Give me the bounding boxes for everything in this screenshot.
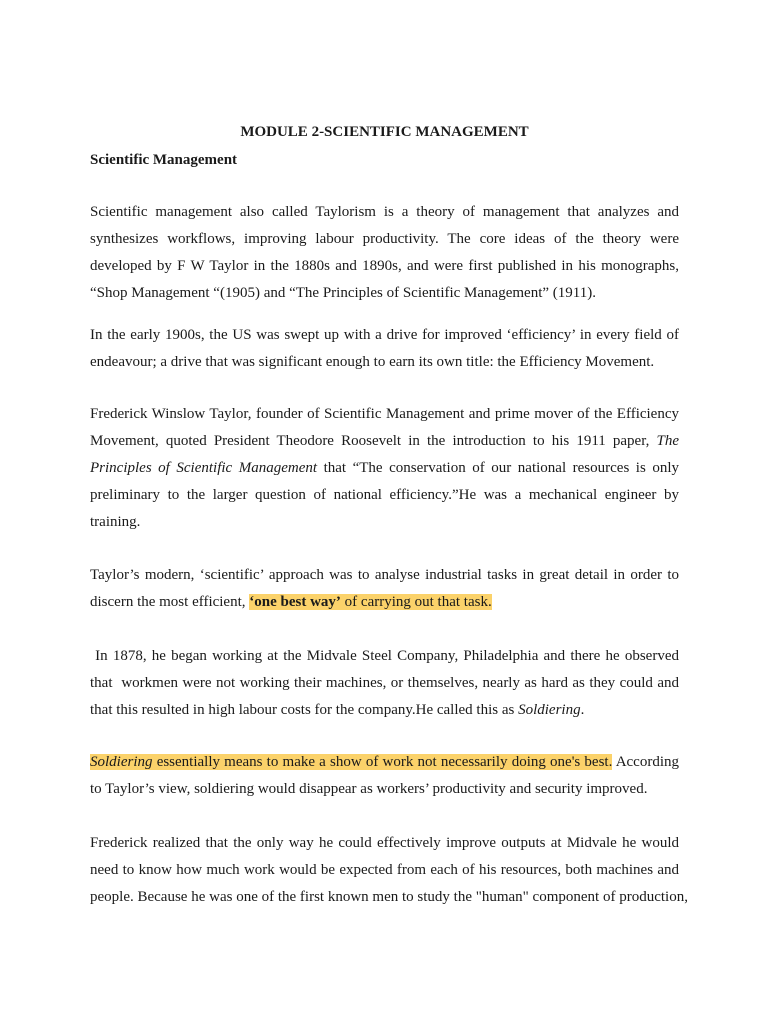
paragraph-efficiency-movement xyxy=(90,322,679,376)
text-segment: . xyxy=(580,702,585,718)
text-line xyxy=(90,749,679,776)
text-segment: discern the most efficient, xyxy=(90,594,246,610)
paragraph-midvale xyxy=(90,643,679,724)
paragraph-frederick-taylor xyxy=(90,401,679,536)
italic-term: Soldiering xyxy=(90,754,153,770)
text-line xyxy=(90,428,679,455)
text-line: Taylor’s modern, ‘scientific’ approach was to analyse industrial tasks in great detail in order to xyxy=(90,567,679,583)
text-line: to Taylor’s view, soldiering would disappear as workers’ productivity and security improved. xyxy=(90,781,648,797)
text-line: training. xyxy=(90,514,141,530)
italic-book-title: Principles of Scientific Management xyxy=(90,460,318,476)
text-segment: of carrying out that task. xyxy=(344,594,492,610)
highlighted-text xyxy=(90,754,612,770)
text-line xyxy=(90,589,679,616)
page-title: MODULE 2-SCIENTIFIC MANAGEMENT xyxy=(240,124,529,140)
text-line: people. Because he was one of the first known men to study the "human" component of production, xyxy=(90,889,688,905)
italic-book-title: The xyxy=(656,433,680,449)
text-line: Frederick Winslow Taylor, founder of Scientific Management and prime mover of the Efficiency xyxy=(90,406,679,422)
text-segment: essentially means to make a show of work not necessarily doing one's best. xyxy=(156,754,613,770)
text-segment: that “The conservation of our national resources is only xyxy=(323,460,680,476)
highlighted-text xyxy=(249,594,491,610)
text-line xyxy=(90,697,679,724)
text-segment: Movement, quoted President Theodore Roosevelt in the introduction to his 1911 paper, xyxy=(90,433,650,449)
text-line: Scientific management also called Taylorism is a theory of management that analyzes and xyxy=(90,204,679,220)
paragraph-soldiering xyxy=(90,749,679,803)
paragraph-taylorism xyxy=(90,199,679,307)
paragraph-scientific-approach xyxy=(90,562,679,616)
text-line: endeavour; a drive that was significant enough to earn its own title: the Efficiency Movement. xyxy=(90,354,655,370)
text-line: “Shop Management “(1905) and “The Principles of Scientific Management” (1911). xyxy=(90,285,596,301)
italic-term: Soldiering xyxy=(518,702,581,718)
text-line: synthesizes workflows, improving labour productivity. The core ideas of the theory were xyxy=(90,231,679,247)
paragraph-frederick-realized xyxy=(90,830,688,911)
text-segment: that this resulted in high labour costs for the company.He called this as xyxy=(90,702,515,718)
text-line: Frederick realized that the only way he could effectively improve outputs at Midvale he would xyxy=(90,835,679,851)
text-line: In 1878, he began working at the Midvale Steel Company, Philadelphia and there he observed xyxy=(90,648,679,664)
section-heading: Scientific Management xyxy=(90,152,238,168)
bold-phrase: ‘one best way’ xyxy=(249,594,341,610)
text-line xyxy=(90,455,679,482)
text-segment: According xyxy=(615,754,679,770)
text-line: need to know how much work would be expected from each of his resources, both machines and xyxy=(90,862,679,878)
text-line: In the early 1900s, the US was swept up with a drive for improved ‘efficiency’ in every field of xyxy=(90,327,679,343)
text-line: preliminary to the larger question of national efficiency.”He was a mechanical engineer by xyxy=(90,487,679,503)
text-line: developed by F W Taylor in the 1880s and 1890s, and were first published in his monographs, xyxy=(90,258,679,274)
text-line: that workmen were not working their machines, or themselves, nearly as hard as they could and xyxy=(90,675,679,691)
